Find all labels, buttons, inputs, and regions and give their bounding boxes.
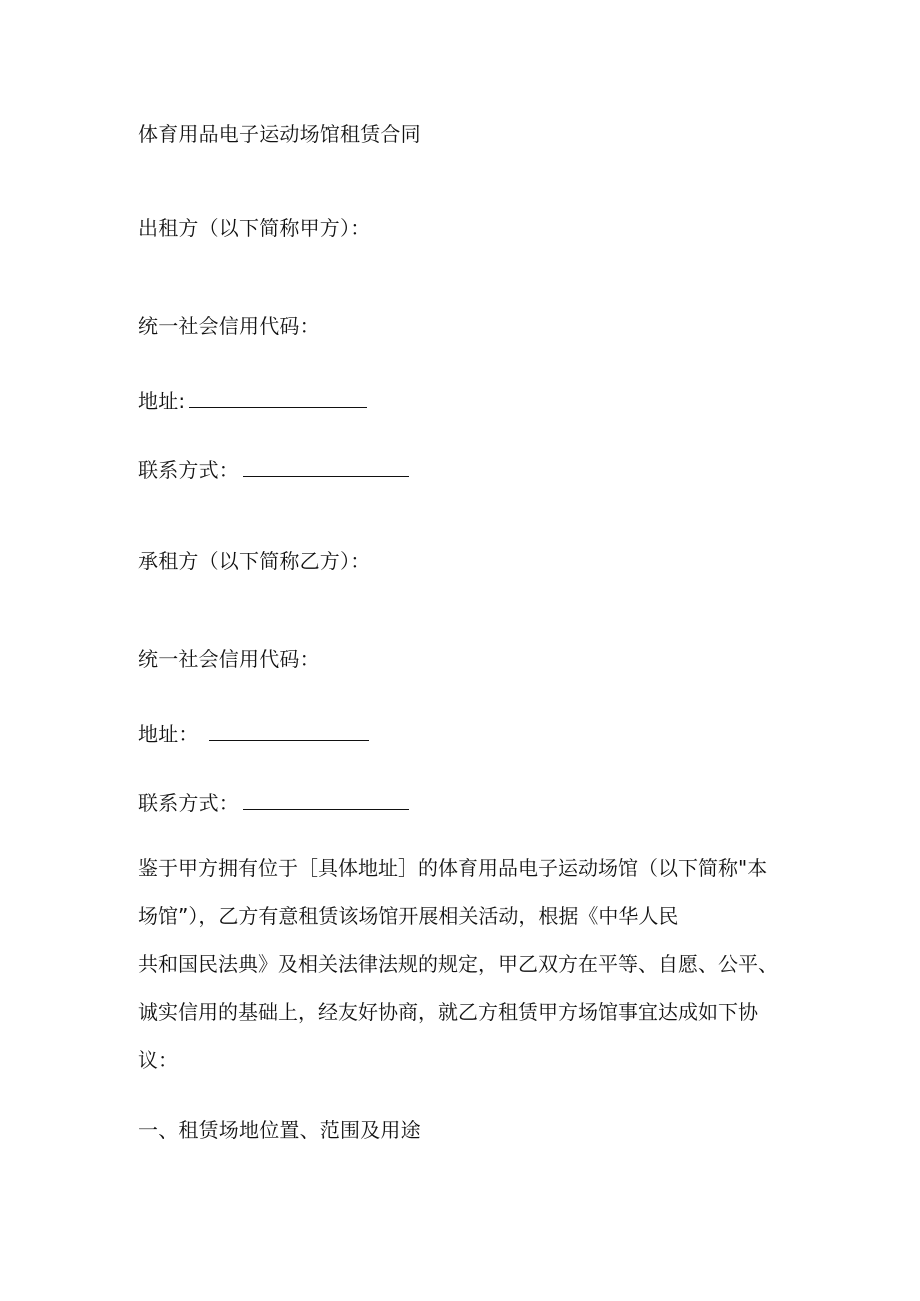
document-title: 体育用品电子运动场馆租赁合同	[138, 122, 421, 146]
lessor-credit-code-label: 统一社会信用代码：	[138, 314, 320, 338]
preamble-paragraph	[138, 844, 778, 1084]
lessor-address-label: 地址:	[138, 389, 186, 413]
lessor-contact-blank[interactable]	[243, 454, 409, 477]
section-1-heading: 一、租赁场地位置、范围及用途	[138, 1118, 421, 1142]
lessor-contact-row	[138, 454, 409, 484]
lessee-contact-row	[138, 787, 409, 817]
lessee-address-row	[138, 718, 369, 748]
lessee-credit-code-label: 统一社会信用代码：	[138, 647, 320, 671]
preamble-line: 场馆”），乙方有意租赁该场馆开展相关活动，根据《中华人民	[138, 904, 679, 928]
lessor-heading: 出租方（以下简称甲方）：	[138, 216, 371, 240]
lessor-address-blank[interactable]	[189, 385, 367, 408]
lessee-contact-blank[interactable]	[243, 787, 409, 810]
preamble-line: 鉴于甲方拥有位于［具体地址］的体育用品电子运动场馆（以下简称"本	[138, 856, 768, 880]
preamble-line: 共和国民法典》及相关法律法规的规定，甲乙双方在平等、自愿、公平、	[138, 952, 778, 976]
lessor-address-row	[138, 385, 367, 415]
lessee-contact-label: 联系方式：	[138, 791, 239, 815]
lessor-contact-label: 联系方式：	[138, 458, 239, 482]
lessee-address-label: 地址：	[138, 722, 199, 746]
lessee-heading: 承租方（以下简称乙方）：	[138, 549, 371, 573]
preamble-line: 诚实信用的基础上，经友好协商，就乙方租赁甲方场馆事宜达成如下协	[138, 1000, 758, 1024]
lessee-address-blank[interactable]	[209, 718, 369, 741]
preamble-line: 议：	[138, 1048, 178, 1072]
